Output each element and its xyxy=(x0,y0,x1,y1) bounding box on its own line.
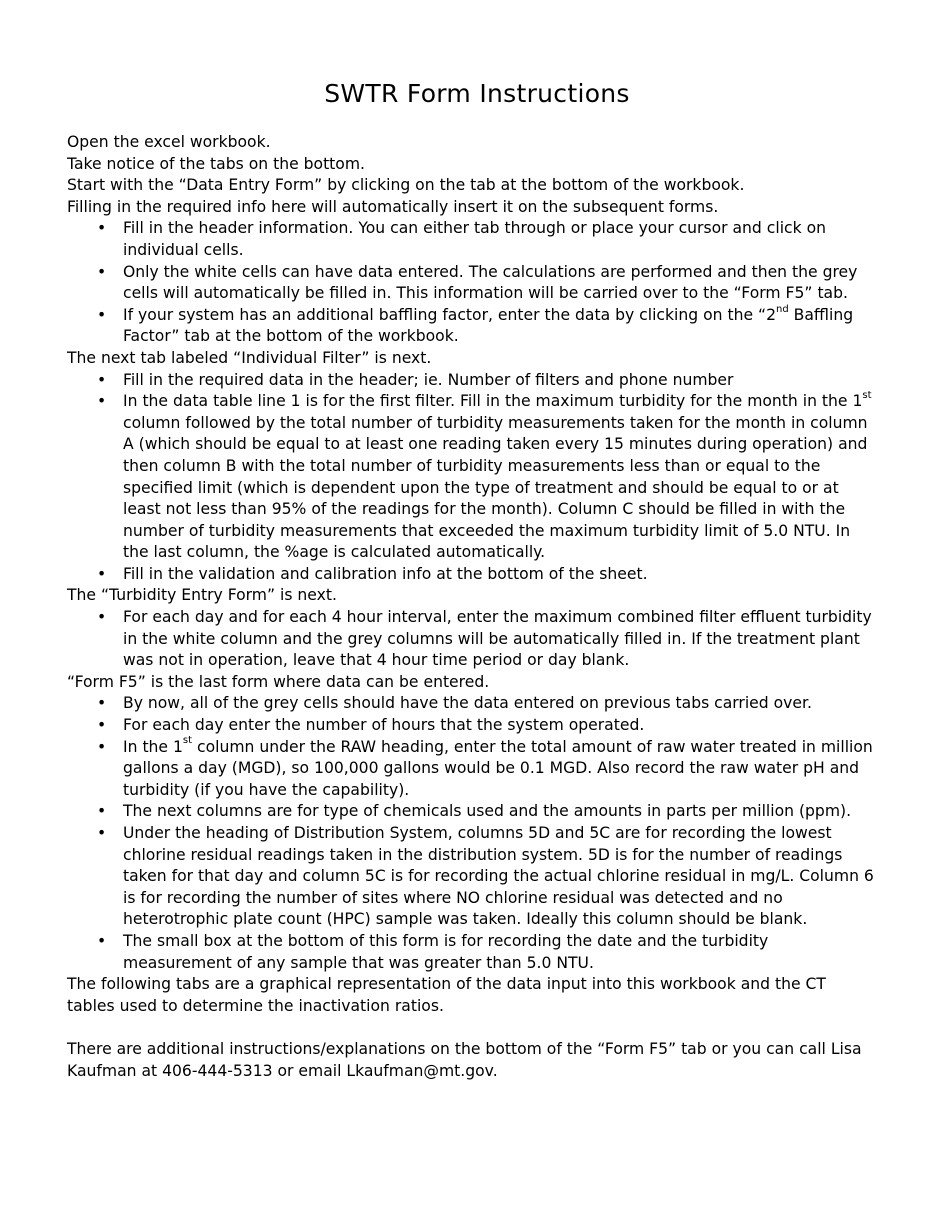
superscript: nd xyxy=(776,303,789,315)
bullet-text xyxy=(123,389,872,562)
paragraph-spacer xyxy=(67,1017,877,1039)
bullet-text-part: Baffling Factor” tab at the bottom of the workbook. xyxy=(123,305,854,346)
section-heading-form-f5: “Form F5” is the last form where data can be entered. xyxy=(67,672,490,691)
bullet-glyph: • xyxy=(97,802,107,821)
bullet-item xyxy=(67,305,877,348)
page-title: SWTR Form Instructions xyxy=(324,79,630,108)
bullet-glyph: • xyxy=(97,370,107,389)
bullet-text: By now, all of the grey cells should have the data entered on previous tabs carried over. xyxy=(123,694,812,713)
bullet-text-part: column followed by the total number of turbidity measurements taken for the month in column A (which should be equal to at least one reading taken every 15 minutes during operation) and then column B with the total number of turbidity measurements less than or equal to the specified limit (which is dependent upon the type of treatment and should be equal to or at least not less than 95% of the readings for the month). Column C should be filled in with the number of turbidity measurements that exceeded the maximum turbidity limit of 5.0 NTU. In the last column, the %age is calculated automatically. xyxy=(123,413,868,562)
bullet-item xyxy=(67,801,877,823)
bullet-text-part: column under the RAW heading, enter the total amount of raw water treated in million gallons a day (MGD), so 100,000 gallons would be 0.1 MGD. Also record the raw water pH and turbidity (if you have the capability). xyxy=(123,737,873,799)
individual-filter-bullet-list xyxy=(67,370,877,586)
bullet-glyph: • xyxy=(97,931,107,950)
bullet-text-part: If your system has an additional baffling factor, enter the data by clicking on the “2 xyxy=(123,305,777,324)
bullet-item xyxy=(67,715,877,737)
turbidity-entry-bullet-list xyxy=(67,607,877,672)
bullet-text: Only the white cells can have data entered. The calculations are performed and then the grey cells will automatically be filled in. This information will be carried over to the “Form F5” tab. xyxy=(123,262,858,303)
bullet-item xyxy=(67,564,877,586)
bullet-item xyxy=(67,823,877,931)
bullet-glyph: • xyxy=(97,392,107,411)
section-heading-turbidity-entry: The “Turbidity Entry Form” is next. xyxy=(67,586,337,605)
bullet-text: For each day and for each 4 hour interval, enter the maximum combined filter effluent turbidity in the white column and the grey columns will be automatically filled in. If the treatment plant was not in operation, leave that 4 hour time period or day blank. xyxy=(123,608,872,670)
bullet-item xyxy=(67,391,877,564)
intro-line: Open the excel workbook. xyxy=(67,133,271,151)
bullet-text-part: In the data table line 1 is for the first filter. Fill in the maximum turbidity for the month in the 1 xyxy=(123,392,863,411)
bullet-glyph: • xyxy=(97,219,107,238)
data-entry-bullet-list xyxy=(67,218,877,348)
bullet-text xyxy=(123,303,854,346)
bullet-item xyxy=(67,931,877,974)
superscript: st xyxy=(182,735,193,747)
intro-line: Take notice of the tabs on the bottom. xyxy=(67,154,365,173)
superscript: st xyxy=(862,389,872,401)
bullet-glyph: • xyxy=(97,564,107,583)
bullet-item xyxy=(67,607,877,672)
intro-line: Start with the “Data Entry Form” by clicking on the tab at the bottom of the workbook. xyxy=(67,176,745,195)
bullet-text: For each day enter the number of hours that the system operated. xyxy=(123,716,645,735)
form-f5-bullet-list xyxy=(67,693,877,974)
bullet-glyph: • xyxy=(97,737,107,756)
instructions-document xyxy=(67,76,877,1082)
bullet-text-part: In the 1 xyxy=(123,737,183,756)
bullet-item xyxy=(67,737,877,802)
intro-line: Filling in the required info here will automatically insert it on the subsequent forms. xyxy=(67,197,719,216)
contact-paragraph: There are additional instructions/explanations on the bottom of the “Form F5” tab or you can call Lisa Kaufman at 406-444-5313 or email Lkaufman@mt.gov. xyxy=(67,1039,862,1080)
bullet-glyph: • xyxy=(97,262,107,281)
bullet-text: The next columns are for type of chemicals used and the amounts in parts per million (ppm). xyxy=(123,802,852,821)
bullet-item xyxy=(67,370,877,392)
bullet-glyph: • xyxy=(97,608,107,627)
bullet-text: Fill in the header information. You can either tab through or place your cursor and click on individual cells. xyxy=(123,219,827,259)
bullet-glyph: • xyxy=(97,694,107,713)
bullet-text xyxy=(123,735,873,799)
bullet-text: The small box at the bottom of this form is for recording the date and the turbidity measurement of any sample that was greater than 5.0 NTU. xyxy=(123,931,769,972)
bullet-glyph: • xyxy=(97,305,107,324)
bullet-item xyxy=(67,693,877,715)
bullet-text: Fill in the required data in the header; ie. Number of filters and phone number xyxy=(123,370,734,389)
bullet-text: Fill in the validation and calibration info at the bottom of the sheet. xyxy=(123,564,648,583)
bullet-glyph: • xyxy=(97,824,107,842)
closing-paragraph: The following tabs are a graphical representation of the data input into this workbook and the CT tables used to determine the inactivation ratios. xyxy=(67,975,826,1015)
bullet-item xyxy=(67,262,877,305)
section-heading-individual-filter: The next tab labeled “Individual Filter” is next. xyxy=(67,348,432,367)
bullet-text: Under the heading of Distribution System, columns 5D and 5C are for recording the lowest chlorine residual readings taken in the distribution system. 5D is for the number of readings taken for that day and column 5C is for recording the actual chlorine residual in mg/L. Column 6 is for recording the number of sites where NO chlorine residual was detected and no heterotrophic plate count (HPC) sample was taken. Ideally this column should be blank. xyxy=(123,824,874,929)
bullet-glyph: • xyxy=(97,716,107,735)
bullet-item xyxy=(67,218,877,261)
